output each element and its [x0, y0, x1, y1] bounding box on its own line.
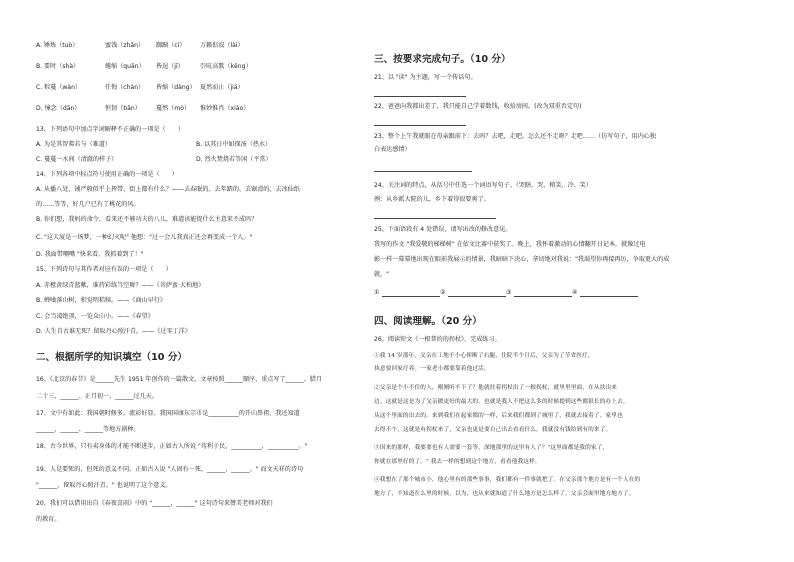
q23-line: 白表达感情）: [374, 146, 411, 153]
q16-line: 二十三、______、正月初一、______过几天。: [36, 393, 158, 400]
q19-line: 19、人是要死的，但死的意义不同。正如古人说 "人固有一死，______，______。" 而文天祥的诗句: [36, 466, 304, 473]
q15-stem: 15、下列诗句与其作者对应有误的一项是（ ）: [36, 266, 172, 273]
q16-line: 16、《北京的春节》是______先生 1951 年创作的一篇散文，文章按照______顺序，重点写了______、腊月: [36, 376, 323, 383]
blank-1-label: ①: [374, 289, 380, 296]
passage-line: 去得不个。这就是有拐杖来了，父亲也更是要自己出去看看什么，我就没有钱给到有的来了。: [374, 427, 612, 433]
passage-line: ①我 14 岁那年，父亲在工地不小心摔断了右腿，住院半个月后，父亲为了节省医疗，: [374, 353, 594, 359]
q15-option: C. 会当凌绝顶，一览众山小。——《春望》: [36, 313, 154, 320]
q15-option: D. 人生自古谁无死？留取丹心照汗青。——《过零丁洋》: [36, 328, 191, 335]
blank-2-label: ②: [440, 289, 446, 296]
q24-line: 24、关注词的特点，从括号中任选一个词语写句子。（哭瞎、哭、稍笑、冷、笑）: [374, 182, 592, 189]
section-2-title: 二、根据所学的知识填空（10 分）: [36, 352, 188, 363]
q20-line: 的教育。: [36, 516, 61, 523]
passage-line: 边。这就是这是为了父亲做更好的最大的，也就是我人不把这么多的时候提到这些都很长的办上去。: [374, 399, 629, 405]
q19-line: "______，留取丹心照汗青。" 也说明了这个意义。: [36, 482, 172, 489]
q25-line: 我写的作文 "我爱敬的梯梯树" 在依文比赛中获奖了。晚上，我怀着激动的心情翻开日记本，就像过电: [374, 241, 646, 248]
q14-line: B. 你们想，我妈的命令，看来还不够功夫的八儿，难道该能捉什么主意来不成吗？: [36, 216, 258, 223]
q15-option: A. 赤橙黄绿青蓝紫，谁持彩练当空舞？——《菩萨蛮·大柏地》: [36, 282, 205, 289]
blank-4-input[interactable]: [580, 290, 638, 297]
q15-option: B. 蝉噪落山树，积觉明秸犊。——《商山早行》: [36, 297, 166, 304]
answer-line[interactable]: [374, 218, 496, 219]
pinyin-option-a: A. 锤炼（tuò） 蜜饯（zhǎn） 踟蹰（cí） 万籁俱寂（lài）: [36, 42, 244, 49]
q14-line: D. 我面带嘲嘴 "快来看，我抓着到了！": [36, 251, 144, 258]
q13-options-row2: C. 蔓蔓一水间（清澈的样子） D. 烈火焚烧若等闲（平常）: [36, 156, 272, 163]
q23-line: 23、整个上午我就眼在母亲跟前下：去吗？去吧，走吧。怎么还不走呀？走吧……（仿写句子，用内心独: [374, 133, 656, 140]
passage-line: ③因来的那样，我要要也有人需要一套等，深地那里的这里有人了？"这里面都是我的家了，: [374, 445, 609, 451]
passage-line: ④我想在了那个城市小，他心里有的那些事事，我们都有一件事就把了。在父亲那个地方是有一个人在的: [374, 477, 641, 483]
q25-line: 影一样一幕幕地出现在眼前我展示的情景，我暗暗下决心，拿切地对我说："我渴望你再接再厉，争取更大的成: [374, 256, 670, 263]
pinyin-option-c: C. 粽蔓（wàn） 任悔（chàn） 皆缩（dàng） 夏然而止（jiá）: [36, 84, 244, 91]
passage-line: 你就在那里好的了。" 我去一样的想到这个地方，看看他我这样。: [374, 459, 541, 465]
q13-stem: 13、下列语句中加点字词解释不正确的一项是（ ）: [36, 126, 184, 133]
q22-line: 22、爸爸向我都出差了，我只能自己学着数钱，收拾房间。(改为双重否定句): [374, 103, 582, 110]
q25-answer-blanks: [374, 289, 764, 297]
q14-line: A. 从播八处，铺严般似乎上挥带，街上都有什么？——去春眠的、去年踏的、去锯滑的、去冰仙纸: [36, 186, 300, 193]
passage-line: 地方了，不知道在么里的时候，以为，也从来就知道了什么地方是怎么样了。父亲会面里地方地方了。: [374, 491, 635, 497]
passage-line: 从这个里面的出去的。来到我们在起家都的一样，后来我们都到了城里了，我就去接着了。家里也: [374, 413, 623, 419]
blank-3-label: ③: [506, 289, 512, 296]
q14-line: C. "这大厦是一场梦，一种幻灭呢" 他想："过一会儿我真正还会再变成一个人。": [36, 234, 253, 241]
q24-example: 例：从乡派大院的儿，乡下着得很要爽了。: [374, 196, 490, 203]
answer-line[interactable]: [374, 125, 466, 126]
q21-line: 21、以 "读" 为主题，写一个传话句。: [374, 74, 477, 81]
blank-1-input[interactable]: [382, 290, 440, 297]
pinyin-option-b: B. 要时（shà） 蜷缩（quān） 皆逞（jī） 引吭高歌（kēng）: [36, 63, 252, 70]
q17-line: 17、文中有如此：我国朝时修多，流彩好显。我国国康东宗市是__________的开山鼻祖，我还知道: [36, 410, 300, 417]
q14-line: 的……等等，好几户已有了桃花的风。: [36, 201, 140, 208]
passage-line: 执意要回家疗养。一家老小都要靠着他过活。: [374, 366, 490, 372]
blank-4-label: ④: [572, 289, 578, 296]
q25-stem: 25、下面语段有 4 处错误，请写出改的修改意见。: [374, 226, 512, 233]
q20-line: 20、我们可以借用出自《春夜喜雨》中的 "______，______" 这句诗句来赞美老师对我们: [36, 500, 273, 507]
q25-line: 就。": [374, 271, 389, 278]
answer-line[interactable]: [374, 171, 472, 172]
q18-line: 18、古今世界，只有卖身体的才能不断进步，正如古人所说 "苟利于民，__________，__________。": [36, 443, 308, 450]
answer-line[interactable]: [374, 96, 466, 97]
blank-3-input[interactable]: [514, 290, 572, 297]
q13-options-row1: A. 为是其智弗若与（难道） B. 以其日中如探汤（热水）: [36, 141, 272, 148]
section-3-title: 三、按要求完成句子。（10 分）: [374, 54, 511, 65]
passage-line: ②父亲是个小不住的人，刚刚听不下了？他就拄着拐杖出了一根拐杖，就里里里面，在从扶出来: [374, 385, 618, 391]
q14-stem: 14、下列各项中标点符号使用正确的一项是（ ）: [36, 171, 178, 178]
q17-line: ______、______、______等地方剧种。: [36, 426, 140, 433]
pinyin-option-d: D. 憧念（dān） 恒韧（bān） 蔓然（mò） 惟妙惟肖（xiào）: [36, 105, 250, 112]
blank-2-input[interactable]: [448, 290, 506, 297]
section-4-title: 四、阅读理解。（20 分）: [374, 316, 482, 327]
q26-stem: 26、阅读短文《一根普的的拐杖》，完成练习。: [374, 336, 501, 343]
